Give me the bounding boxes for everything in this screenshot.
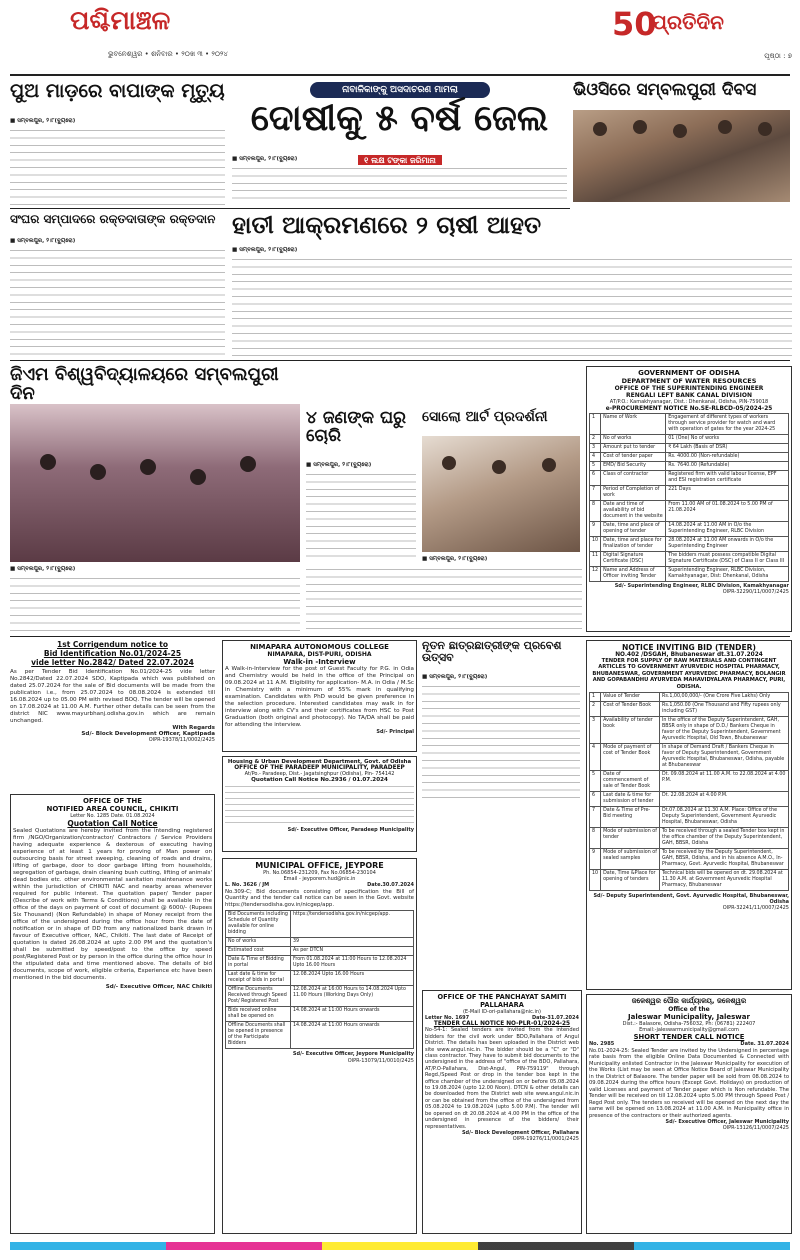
ad-jal-email: Email:-jaleswarmunicipality@gmail.com: [639, 1027, 739, 1034]
row-field: Date and time of availability of bid document in the website: [601, 501, 666, 522]
row-field: Offline Documents Received through Speed Post/ Registered Post: [226, 986, 291, 1007]
table-row: [226, 911, 414, 938]
row-field: Cost of Tender Book: [601, 702, 660, 717]
ad-nib-table: [589, 692, 789, 891]
row-field: Offline Documents shall be opened in presence of the Participate Bidders: [226, 1022, 291, 1049]
ad-jal-head: Office of the: [668, 1006, 710, 1013]
ad-pal-text: No-54-1: Sealed tenders are invited from the intended bidders for the civil work under BDO,Pallahara of Angul District. The details has been uploaded in the District web site www.angul.nic.in. The bidder should be a "C" or "D" class contractor. They have to submit bid documents to the undersigned in the address of "office of the BDO, Pallahara, AT/P.O-Pallahara, Dist-Angul, PIN-759119" through Regd./Speed Post or drop in the tender box kept in the office chamber of the undersigned on or before 05.08.2024 to 19.08.2024 (upto 12.00 Noon). DTCN & other details can be downloaded from the District web site www.angul.nic.in or can be obtained from the office of the undersigned from 05.08.2024 to 19.08.2024 (upto 5.00 P.M). The tender will be opened on dt 20.08.2024 at 4.00 PM in the office of the undersigned in presence of the bidders/ their representatives.: [425, 1027, 579, 1130]
row-number: 9: [590, 522, 601, 537]
table-row: [590, 486, 789, 501]
story7-title: ୪ ଜଣଙ୍କ ଘରୁ ଚୋରି: [306, 408, 407, 446]
row-value: To be received through a sealed Tender box kept in the office chamber of the Deputy Superintendent, GAH, BBSR, Odisha: [660, 828, 789, 849]
ad-corr-sub1: Bid Identification No.01/2024-25: [43, 649, 182, 658]
row-number: 1: [590, 693, 601, 702]
ad-jal-no: No. 2985: [589, 1041, 615, 1048]
row-field: Date & Time of Bidding in portal: [226, 956, 291, 971]
story6-title: ଜିଏମ ବିଶ୍ୱବିଦ୍ୟାଳୟରେ ସମ୍ବଲପୁରୀ ଦିନ: [10, 364, 279, 404]
table-row: [590, 717, 789, 744]
ad-gov-head: GOVERNMENT OF ODISHA: [638, 369, 740, 377]
ad-para-addr: At/Po.- Paradeep, Dist.- Jagatsinghpur (Odisha), Pin- 754142: [244, 771, 395, 777]
row-value: The bidders must possess compatible Digital Signature Certificate (DSC) of Class II or Class III: [666, 552, 789, 567]
ad-jeypore: [222, 858, 417, 1234]
ad-gov-table: [589, 413, 789, 582]
story7-body: [306, 471, 416, 561]
ad-pal-notice: TENDER CALL NOTICE NO-PLR-01/2024-25: [433, 1021, 571, 1028]
row-field: Date, time and place of opening of tender: [601, 522, 666, 537]
row-field: Period of Completion of work: [601, 486, 666, 501]
ad-jal-sub: Jaleswar Municipality, Jaleswar: [628, 1013, 750, 1021]
row-number: 7: [590, 486, 601, 501]
ad-jey-letter: L. No. 3626 / JM: [225, 882, 270, 889]
row-field: No of works: [226, 938, 291, 947]
ad-nib-ref: OIPR-32241/11/0007/2425: [722, 905, 789, 912]
story3-photo: [573, 110, 790, 202]
ad-jal-text: No.01-2024-25: Sealed Tender are invited by the Undersigned in percentage rate basis from the eligible Online Data Documented & Connected with Municipality enlisted Contractor in the Jaleswar Municipality for execution of the Works (List may be seen at Office Notice Board of Jaleswar Municipality in the District of Balasore. The tender paper will be sold from 08.08.2024 to 09.08.2024 during the office hours (Except Govt. Holidays) on production of valid Licenses and payment of Tender paper which is Non refundable. The Tender will be received on till 12.08.2024 upto 5.00 PM through Speed Post / Regd Post only. The tenders so received will be opened on the next day the same will be opened on 13.08.2024 at 11.00 A.M. in Municipality office in presence of the contractors or their authorized agents.: [589, 1047, 789, 1119]
ad-nib-foot: Sd/- Deputy Superintendent, Govt. Ayurvedic Hospital, Bhubaneswar, Odisha: [593, 893, 789, 906]
main-headline: ଦୋଷୀକୁ ୫ ବର୍ଷ ଜେଲ: [250, 98, 549, 139]
ad-corr-head: 1st Corrigendum notice to: [57, 640, 168, 649]
table-row: [226, 986, 414, 1007]
row-number: 2: [590, 702, 601, 717]
row-number: 6: [590, 792, 601, 807]
row-number: 9: [590, 849, 601, 870]
story9-body: [422, 683, 580, 803]
masthead-rule: [10, 74, 790, 76]
ad-jal-date: Date. 31.07.2024: [740, 1041, 789, 1048]
row-field: Name and Address of Officer inviting Tender: [601, 567, 666, 582]
row-value: 12.08.2024 at 16:00 Hours to 14.08.2024 Upto 11.00 Hours (Working Days Only): [290, 986, 413, 1007]
ad-chik-sub: NOTIFIED AREA COUNCIL, CHIKITI: [46, 805, 179, 813]
ad-gov-addr: AT/P.O.: Kamakhyanagar, Dist.: Dhenkanal, Odisha, PIN-759018: [609, 399, 769, 405]
table-row: [590, 537, 789, 552]
ad-nima-sub: NIMAPARA, DIST-PURI, ODISHA: [267, 651, 372, 658]
ad-jey-phone: Ph. No.06854-231209, Fax No.06854-230104: [263, 870, 376, 876]
row-field: EMD/ Bid Security: [601, 462, 666, 471]
row-field: Mode of submission of tender: [601, 828, 660, 849]
story9-title: ନୂତନ ଛାତ୍ରଛାତ୍ରୀଙ୍କ ପ୍ରବେଶ ଉତ୍ସବ: [422, 639, 562, 664]
row-value: 39: [290, 938, 413, 947]
ad-para-sub: OFFICE OF THE PARADEEP MUNICIPALITY, PARADEEP: [234, 765, 405, 771]
row-value: Engagement of different types of workers through service provider for watch and ward with operation of gates for the year 2024-25: [666, 414, 789, 435]
ad-pal-letter: Letter No. 1697: [425, 1015, 470, 1022]
row-value: 221 Days: [666, 486, 789, 501]
logo-years: 50: [612, 5, 657, 43]
story4-byline: ■ ସମ୍ବଲପୁର, ୨।୮(ବ୍ୟୁରୋ): [10, 238, 76, 244]
story5-title: ହାତୀ ଆକ୍ରମଣରେ ୨ ଚାଷୀ ଆହତ: [232, 211, 542, 239]
ad-para-body: [225, 783, 414, 827]
ad-pal-email: (E-Mail ID-ori-pallahara@nic.in): [462, 1009, 542, 1015]
ad-jey-notice: No.309-C; Bid documents consisting of specification the Bill of Quantity and the tender call notice can be seen in the Govt. website https://tendersodisha.gov.in/nicgep/app.: [225, 888, 414, 908]
ad-nima-foot: Sd/- Principal: [376, 729, 414, 735]
story7-byline: ■ ସମ୍ବଲପୁର, ୨।୮(ବ୍ୟୁରୋ): [306, 462, 372, 468]
ad-gov-office: OFFICE OF THE SUPERINTENDING ENGINEER: [614, 385, 764, 392]
row-value: In shape of Demand Draft / Bankers Cheque in favor of Deputy Superintendent, Government Ayurvedic Hospital, Bhubaneswar, Odisha, payable at Bhubaneswar: [660, 744, 789, 771]
story1-title: ପୁଅ ମାଡ଼ରେ ବାପାଙ୍କ ମୃତ୍ୟୁ: [10, 80, 225, 102]
row-value: 01 (One) No of works: [666, 435, 789, 444]
table-row: [590, 828, 789, 849]
ad-corr-foot: Sd/- Block Development Officer, Kaptipada: [81, 731, 215, 738]
ad-chik-foot: Sd/- Executive Officer, NAC Chikiti: [105, 984, 212, 991]
row-number: 4: [590, 453, 601, 462]
ad-chik-letter: Letter No. 1285 Date. 01.08.2024: [70, 813, 155, 819]
row-field: Last date & time for submission of tender: [601, 792, 660, 807]
row-field: Date, Time &Place for opening of tenders: [601, 870, 660, 891]
row-number: 6: [590, 471, 601, 486]
table-row: [226, 1022, 414, 1049]
ad-pal-head: OFFICE OF THE PANCHAYAT SAMITI: [437, 993, 567, 1001]
row-field: Name of Work: [601, 414, 666, 435]
story8-byline: ■ ସମ୍ବଲପୁର, ୨।୮(ବ୍ୟୁରୋ): [422, 556, 488, 562]
ad-chik-text: Sealed Quotations are hereby invited from the intending registered firm /NGO/Organization/contractor/ Contractors / Service Providers having adequate experience & dexterous of executing having experience of at least 1 years for proving of Man power on outsourcing basis for street sweeping, cleaning of roads and drains, lifting of garbage, door to door garbage lifting from households, segregation of garbage, drain cleaning bush cutting, lifting of animals' dead bodies etc. other environmental sanitation maintenance works within the jurisdiction of CHIKITI NAC and nearby areas whenever required for public interest. The quotation paper/ Tender paper (Describe of work with Terms & Conditions) shall be available in the office of the days on payment of cost of document @ 6000/- (Rupees Six Thousand) (Non Refundable) in shape of Money receipt from the office of the undersigned during the office hour from the date of notification or in shape of DD from any nationalized bank drawn in favour of Executive officer, NAC, Chikiti. The last date of Receipt of quotation is dated 26.08.2024 at upto 2.00 PM and the quotation's shall be submitted by speed/post to the office by speed post/Registered Post or by person in the office during the office hour in the stipulated data and time mentioned above. The details of bid documents, scope of work, eligible criteria, Experience etc have been mentioned in the bid documents.: [13, 828, 212, 982]
row-value: 28.08.2024 at 11.00 AM onwards in O/o the Superintending Engineer: [666, 537, 789, 552]
table-row: [590, 744, 789, 771]
ad-notice-bid: [586, 640, 792, 990]
row-number: 3: [590, 717, 601, 744]
row-field: Date, time and place for finalization of tender: [601, 537, 666, 552]
row-field: Date of commencement of sale of Tender Book: [601, 771, 660, 792]
row-value: Rs. 7640.00 (Refundable): [666, 462, 789, 471]
row-number: 11: [590, 552, 601, 567]
ad-paradeep: [222, 756, 417, 852]
row-number: 12: [590, 567, 601, 582]
ad-corr-regards: With Regards: [172, 725, 215, 731]
ad-pal-date: Date-31.07.2024: [531, 1015, 579, 1022]
row-value: Rs. 4000.00 (Non-refundable): [666, 453, 789, 462]
table-row: [226, 1007, 414, 1022]
story4-title: ସଂଘର ସମ୍ପାଦରେ ରକ୍ତଦାତାଙ୍କ ରକ୍ତଦାନ: [10, 212, 216, 226]
row-value: From 11.00 AM of 01.08.2024 to 5.00 PM of 21.08.2024: [666, 501, 789, 522]
divider-3: [10, 636, 790, 637]
table-row: [590, 567, 789, 582]
ad-pal-sub: PALLAHARA: [480, 1001, 524, 1009]
section-title: ପଶ୍ଚିମାଞ୍ଚଳ: [70, 6, 171, 36]
story4-body: [10, 247, 225, 355]
dateline: ଭୁବନେଶ୍ୱର • ଶନିବାର • ୨୦ଖ ୩ • ୨୦୨୪: [108, 50, 228, 58]
row-value: Superintending Engineer, RLBC Division, Kamakhyanagar, Dist: Dhenkanal, Odisha: [666, 567, 789, 582]
ad-jey-head: MUNICIPAL OFFICE, JEYPORE: [255, 861, 384, 870]
row-field: Class of contractor: [601, 471, 666, 486]
page-label: ପୃଷ୍ଠା : ୭: [764, 52, 792, 60]
logo: [612, 4, 792, 44]
row-value: From 01.08.2024 at 11:00 Hours to 12.08.2024 Upto 16.00 Hours: [290, 956, 413, 971]
table-row: [590, 792, 789, 807]
table-row: [590, 444, 789, 453]
ad-corr-ref: OIPR-19378/11/0002/2425: [148, 737, 215, 744]
table-row: [590, 849, 789, 870]
masthead: [0, 0, 800, 80]
row-field: Value of Tender: [601, 693, 660, 702]
ad-gov-foot: Sd/- Superintending Engineer, RLBC Division, Kamakhyanagar: [614, 583, 789, 590]
ad-jey-table: [225, 910, 414, 1049]
logo-text: ପ୍ରତିଦିନ: [652, 10, 724, 34]
ad-gov-ref: OIPR-32290/11/0007/2425: [722, 589, 789, 596]
row-value: To be received by the Deputy Superintendent, GAH, BBSR, Odisha, and in his absence A.M.O., In-Pharmacy, Govt. Ayurvedic Hospital, Bhubaneswar: [660, 849, 789, 870]
row-value: Registered firm with valid labour license, EPF and ESI registration certificate: [666, 471, 789, 486]
table-row: [226, 956, 414, 971]
ad-jey-foot: Sd/- Executive Officer, Jeypore Municipality: [292, 1051, 414, 1058]
table-row: [590, 693, 789, 702]
row-field: Mode of submission of sealed samples: [601, 849, 660, 870]
row-field: Digital Signature Certificate (DSC): [601, 552, 666, 567]
ad-nib-head: NOTICE INVITING BID (TENDER): [622, 643, 756, 652]
row-field: Bid Documents including Schedule of Quantity available for online bidding: [226, 911, 291, 938]
row-field: Amount put to tender: [601, 444, 666, 453]
table-row: [590, 771, 789, 792]
ad-nimapara: [222, 640, 417, 752]
ad-pal-ref: OIPR-19276/11/0001/2425: [512, 1136, 579, 1143]
ad-para-head: Housing & Urban Development Department, Govt. of Odisha: [227, 759, 412, 765]
ad-jey-ref: OIPR-13079/11/0010/2425: [347, 1057, 414, 1064]
row-field: Cost of tender paper: [601, 453, 666, 462]
ad-corr-sub2: vide letter No.2842/ Dated 22.07.2024: [31, 658, 194, 667]
story6-photo: [10, 404, 300, 562]
row-number: 2: [590, 435, 601, 444]
row-field: Mode of payment of cost of Tender Book: [601, 744, 660, 771]
ad-jey-date: Date.30.07.2024: [367, 882, 414, 889]
ad-nib-tfor: TENDER FOR SUPPLY OF RAW MATERIALS AND CONTINGENT ARTICLES TO GOVERNMENT AYURVEDIC HOSPITAL PHARMACY, BHUBANESWAR, GOVERNMENT AYURVEDIC PHARMACY, BOLANGIR AND GOPABANDHU AYURVEDA MAHAVIDYALAYA PHARMACY, PURI, ODISHA.: [592, 658, 786, 690]
row-value: Dt. 09.08.2024 at 11.00 A.M. to 22.08.2024 at 4.00 P.M.: [660, 771, 789, 792]
table-row: [590, 435, 789, 444]
story8-photo: [422, 436, 580, 552]
row-value: Technical bids will be opened on dt. 29.08.2024 at 11.30 A.M. at Government Ayurvedic Hospital Pharmacy, Bhubaneswar: [660, 870, 789, 891]
ad-corrigendum: [10, 640, 215, 788]
main-byline: ■ ସମ୍ବଲପୁର, ୨।୮(ବ୍ୟୁରୋ): [232, 156, 298, 162]
ad-jal-addr: Dist.:- Balasore, Odisha-756032, Ph: (06781) 222407: [622, 1021, 756, 1027]
row-number: 8: [590, 501, 601, 522]
story8-title: ସୋଲୋ ଆର୍ଟ ପ୍ରଦର୍ଶନୀ: [422, 409, 548, 425]
ad-gov-dept: DEPARTMENT OF WATER RESOURCES: [621, 377, 757, 385]
table-row: [590, 702, 789, 717]
table-row: [590, 414, 789, 435]
ad-para-foot: Sd/- Executive Officer, Paradeep Municipality: [287, 827, 414, 834]
story5-byline: ■ ସମ୍ବଲପୁର, ୨।୮(ବ୍ୟୁରୋ): [232, 247, 298, 253]
story6-body: [10, 575, 300, 633]
table-row: [590, 552, 789, 567]
ad-chik-head: OFFICE OF THE: [82, 797, 143, 805]
story6-byline: ■ ସମ୍ବଲପୁର, ୨।୮(ବ୍ୟୁରୋ): [10, 566, 76, 572]
row-value: As per DTCN: [290, 947, 413, 956]
ad-nima-head: NIMAPARA AUTONOMOUS COLLEGE: [250, 643, 389, 651]
ad-gov-notice: e-PROCUREMENT NOTICE No.SE-RLBCD-05/2024-25: [605, 406, 773, 413]
ad-nima-text: A Walk-in-Interview for the post of Guest Faculty for P.G. in Odia and Chemistry would be held in the office of the Principal on 09.08.2024 at 11 A.M. Eligibility for application- M.A. in Odia / M.Sc in Chemistry with a minimum of 55% mark in qualifying examination. Candidates with PhD would be given preference in the selection procedure. Interested candidates may walk in for interview along with CV's and their certificates from HSC to Post Graduation (both original and photocopy). No TA/DA shall be paid for attending the interview.: [225, 666, 414, 728]
ad-nib-sub: NO.402 /DSGAH, Bhubaneswar dt.31.07.2024: [615, 652, 763, 658]
ad-nima-type: Walk-in -Interview: [283, 658, 356, 666]
row-number: 4: [590, 744, 601, 771]
table-row: [590, 462, 789, 471]
row-number: 7: [590, 807, 601, 828]
ad-jal-ref: OIPR-13126/11/0007/2425: [722, 1125, 789, 1132]
row-field: Last date & time for receipt of bids in portal: [226, 971, 291, 986]
row-value: https://tendersodisha.gov.in/nicgep/app.: [290, 911, 413, 938]
row-number: 10: [590, 537, 601, 552]
table-row: [590, 453, 789, 462]
row-number: 5: [590, 462, 601, 471]
ad-corr-text: As per Tender Bid Identification No.01/2024-25 vide letter No.2842/Dated 22.07.2024 SDO, Kaptipada which was published on dated 25.07.2024 for the sale of Bid documents will be made from the publication i.e., from 25.07.2024 to 08.08.2024 is extended till 16.08.2024 up to 05.00 PM with revised BOQ. The tender will be opened on 17.08.2024 at 11.00 A.M. Further other details can be seen from the district NIC www.mayurbhanj.odisha.gov.in which are remain unchanged.: [10, 669, 215, 724]
divider-2: [10, 360, 790, 361]
ad-jal-foot: Sd/- Executive Officer, Jaleswar Municipality: [665, 1119, 789, 1126]
ad-chik-notice: Quotation Call Notice: [67, 819, 158, 829]
ad-gov-sub: RENGALI LEFT BANK CANAL DIVISION: [625, 392, 753, 399]
main-kicker-text: ନାବାଳିକାଙ୍କୁ ଅସଦାଚରଣ ମାମଲା: [342, 85, 458, 95]
main-kicker: [310, 82, 490, 98]
row-field: No of works: [601, 435, 666, 444]
table-row: [590, 870, 789, 891]
ad-para-notice: Quotation Call Notice No.2936 / 01.07.2024: [251, 777, 388, 784]
ad-pallahara: [422, 990, 582, 1234]
main-body: [232, 165, 567, 203]
table-row: [590, 807, 789, 828]
table-row: [590, 522, 789, 537]
row-value: 14.08.2024 at 11:00 Hours onwards: [290, 1022, 413, 1049]
row-value: 14.08.2024 at 11:00 Hours onwards: [290, 1007, 413, 1022]
colour-register: [10, 1242, 790, 1250]
divider-1: [10, 208, 570, 209]
main-tag: [330, 148, 470, 165]
row-value: Dt.07.08.2024 at 11.30 A.M. Place: Office of the Deputy Superintendent, Government Ayurvedic Hospital, Bhubaneswar, Odisha: [660, 807, 789, 828]
row-number: 5: [590, 771, 601, 792]
row-value: In the office of the Deputy Superintendent, GAH, BBSR only in shape of D.D./ Bankers Cheque in favor of the Deputy Superintendent, Government Ayurvedic Hospital, Old Town, Bhubaneswar: [660, 717, 789, 744]
row-field: Estimated cost: [226, 947, 291, 956]
row-field: Date & Time of Pre-Bid meeting: [601, 807, 660, 828]
story5-body: [232, 256, 792, 356]
row-field: Availability of tender book: [601, 717, 660, 744]
table-row: [226, 971, 414, 986]
row-number: 10: [590, 870, 601, 891]
story1-body: [10, 127, 225, 205]
ad-jaleswar: [586, 994, 792, 1234]
ad-jal-notice: SHORT TENDER CALL NOTICE: [633, 1033, 745, 1042]
row-value: Dt. 22.08.2024 at 4.00 P.M.: [660, 792, 789, 807]
row-value: ₹ 64 Lakh (Basis of DSR): [666, 444, 789, 453]
table-row: [226, 947, 414, 956]
table-row: [226, 938, 414, 947]
row-field: Bids received online shall be opened on: [226, 1007, 291, 1022]
row-value: Rs.1,050.00 (One Thousand and Fifty rupees only including GST): [660, 702, 789, 717]
story9-byline: ■ ସମ୍ବଲପୁର, ୨।୮(ବ୍ୟୁରୋ): [422, 674, 488, 680]
table-row: [590, 501, 789, 522]
main-tag-text: ୧ ଲକ୍ଷ ଟଙ୍କା ଜରିମାନା: [358, 155, 442, 167]
row-number: 8: [590, 828, 601, 849]
story3-title: ଭିଓସିରେ ସମ୍ବଲପୁରୀ ଦିବସ: [573, 80, 757, 100]
row-value: 12.08.2024 Upto 16.00 Hours: [290, 971, 413, 986]
row-number: 3: [590, 444, 601, 453]
ad-pal-foot: Sd/- Block Development Officer, Pallahara: [461, 1129, 579, 1136]
ad-chikiti: [10, 794, 215, 1234]
ad-jey-email: Email - jeyporem.hud@nic.in: [283, 876, 356, 883]
row-value: 14.08.2024 at 11.00 AM in O/o the Superintending Engineer, RLBC Division: [666, 522, 789, 537]
table-row: [590, 471, 789, 486]
story1-byline: ■ ସମ୍ବଲପୁର, ୨।୮(ବ୍ୟୁରୋ): [10, 118, 76, 124]
story8-body: [306, 566, 582, 632]
row-value: Rs.1,00,00,000/- (One Crore Five Lakhs) Only: [660, 693, 789, 702]
ad-water-resources: [586, 366, 792, 632]
ad-jal-odia: ଜଳେଶ୍ୱର ପୌର କାର୍ଯ୍ୟାଳୟ, ଜଳେଶ୍ୱର: [631, 997, 747, 1005]
row-number: 1: [590, 414, 601, 435]
